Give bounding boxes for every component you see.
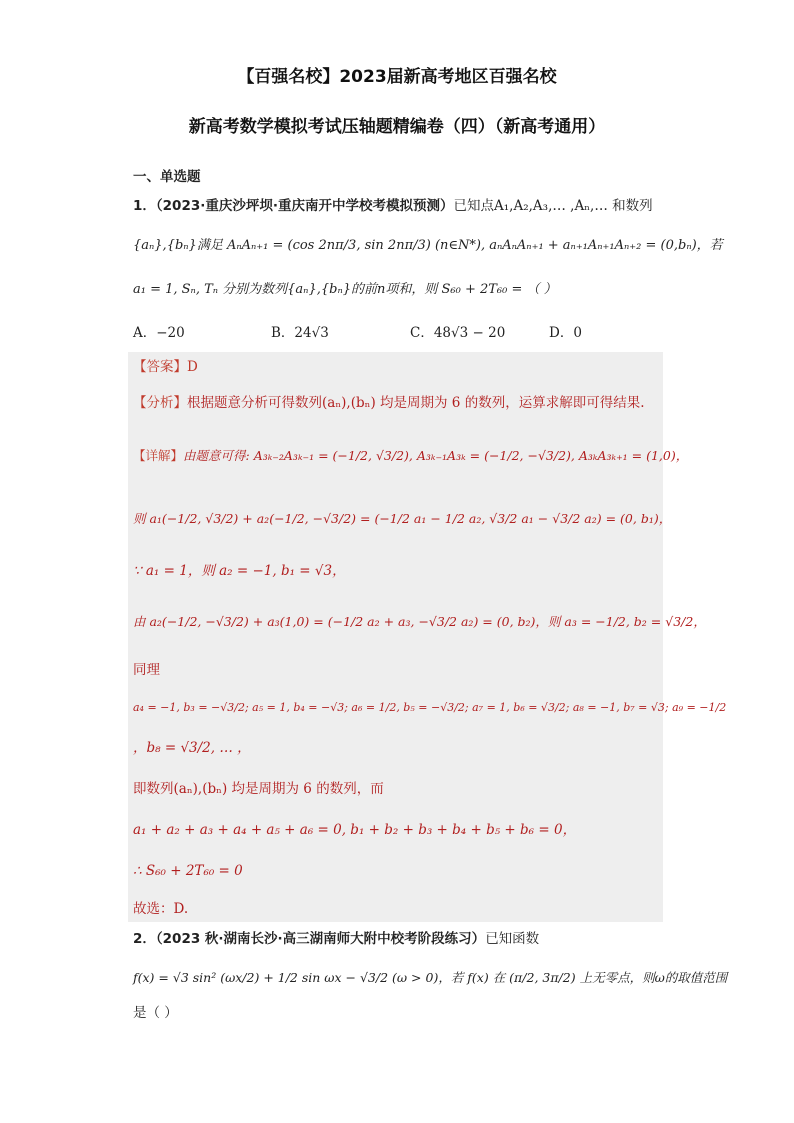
choice-a-label: A． — [133, 325, 157, 341]
choice-b — [271, 321, 329, 341]
choice-d — [549, 321, 582, 341]
answer-label: 【答案】 — [133, 359, 187, 375]
solution-line4: 由 a₂(−1/2, −√3/2) + a₃(1,0) = (−1/2 a₂ + a₃, −√3/2 a₂) = (0, b₂)，则 a₃ = −1/2, b₂ = √3/2， — [133, 614, 706, 629]
document-title-line1: 【百强名校】2023届新高考地区百强名校 — [237, 67, 557, 87]
choice-a — [133, 321, 185, 341]
q2-number: 2． — [133, 931, 156, 947]
choice-b-label: B． — [271, 325, 295, 341]
answer-value: D — [187, 359, 198, 375]
analysis-text: 根据题意分析可得数列(aₙ),(bₙ) 均是周期为 6 的数列，运算求解即可得结果. — [187, 395, 645, 411]
q1-stem-part1: 已知点A₁,A₂,A₃,… ,Aₙ,… 和数列 — [453, 198, 653, 214]
section-heading: 一、单选题 — [133, 169, 201, 185]
choice-c-value: 48√3 − 20 — [433, 325, 506, 341]
q2-stem-part1: 已知函数 — [485, 931, 540, 947]
solution-line6: a₄ = −1, b₃ = −√3/2; a₅ = 1, b₄ = −√3; a₆ = 1/2, b₅ = −√3/2; a₇ = 1, b₆ = √3/2; a₈ = −1, b₇ = √3; a₉ = −1/2 — [133, 701, 727, 714]
q2-line3: 是（ ） — [133, 1005, 178, 1021]
detail-row — [133, 446, 688, 466]
choice-c-label: C． — [410, 325, 434, 341]
solution-line9: a₁ + a₂ + a₃ + a₄ + a₅ + a₆ = 0, b₁ + b₂ + b₃ + b₄ + b₅ + b₆ = 0， — [133, 822, 577, 838]
q1-number: 1． — [133, 198, 156, 214]
answer-row — [133, 357, 198, 377]
q1-source: （2023·重庆沙坪坝·重庆南开中学校考模拟预测） — [155, 198, 454, 214]
detail-line1: 由题意可得: A₃ₖ₋₂A₃ₖ₋₁ = (−1/2, √3/2), A₃ₖ₋₁A₃ₖ = (−1/2, −√3/2), A₃ₖA₃ₖ₊₁ = (1,0)， — [183, 448, 689, 463]
choice-d-value: 0 — [573, 325, 582, 341]
q2-line2: f(x) = √3 sin² (ωx/2) + 1/2 sin ωx − √3/2 (ω > 0)，若 f(x) 在 (π/2, 3π/2) 上无零点，则ω的取值范围 — [133, 970, 728, 985]
solution-line3: ∵ a₁ = 1，则 a₂ = −1, b₁ = √3， — [133, 563, 346, 579]
solution-line11: 故选：D. — [133, 901, 189, 917]
q2-source: （2023 秋·湖南长沙·高三湖南师大附中校考阶段练习） — [155, 931, 486, 947]
solution-line10: ∴ S₆₀ + 2T₆₀ = 0 — [133, 863, 243, 879]
choice-c — [410, 321, 505, 341]
detail-label: 【详解】 — [133, 448, 184, 463]
q1-line3: a₁ = 1, Sₙ, Tₙ 分别为数列{aₙ},{bₙ}的前n项和，则 S₆₀ + 2T₆₀ = （ ） — [133, 282, 557, 297]
solution-line5: 同理 — [133, 662, 160, 678]
solution-line7: ，b₈ = √3/2, … ， — [133, 740, 251, 756]
choice-b-value: 24√3 — [294, 325, 329, 341]
q1-line1 — [133, 196, 653, 216]
analysis-label: 【分析】 — [133, 395, 187, 411]
solution-line8: 即数列(aₙ),(bₙ) 均是周期为 6 的数列，而 — [133, 781, 384, 797]
q1-line2: {aₙ},{bₙ}满足 AₙAₙ₊₁ = (cos 2nπ/3, sin 2nπ/3) (n∈N*), aₙAₙAₙ₊₁ + aₙ₊₁Aₙ₊₁Aₙ₊₂ = (0,bₙ)，若 — [133, 238, 723, 253]
document-title-line2: 新高考数学模拟考试压轴题精编卷（四）（新高考通用） — [188, 117, 606, 137]
choice-d-label: D． — [549, 325, 574, 341]
analysis-row — [133, 393, 644, 413]
choice-a-value: −20 — [156, 325, 185, 341]
solution-line2: 则 a₁(−1/2, √3/2) + a₂(−1/2, −√3/2) = (−1/2 a₁ − 1/2 a₂, √3/2 a₁ − √3/2 a₂) = (0, b₁)， — [133, 511, 672, 526]
q2-line1 — [133, 929, 539, 949]
